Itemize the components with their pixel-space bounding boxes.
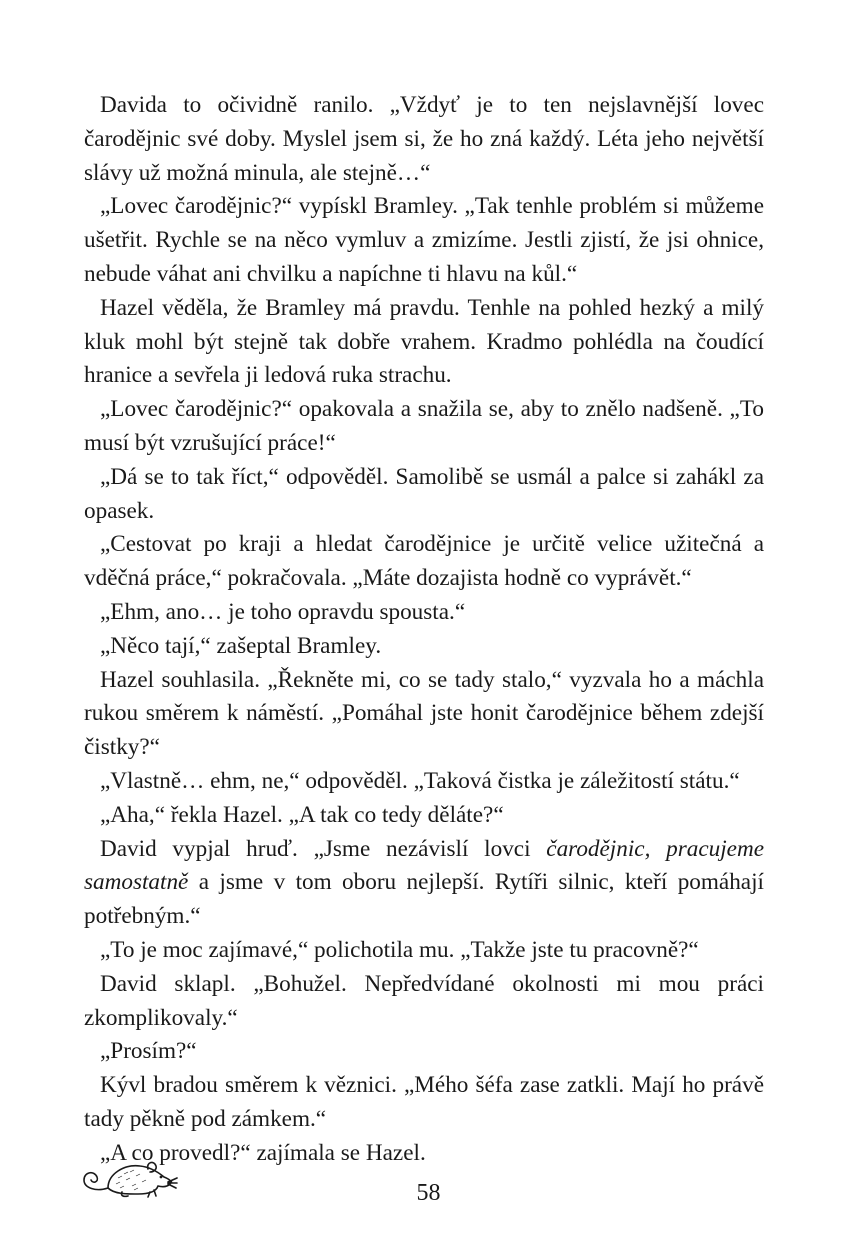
paragraph: Hazel souhlasila. „Řekněte mi, co se tady stalo,“ vyzvala ho a máchla rukou směrem k náměstí. „Pomáhal jste honit čarodějnice během zdejší čistky?“ [84,666,764,761]
paragraph: „Prosím?“ [100,1038,197,1065]
paragraph: „Vlastně… ehm, ne,“ odpověděl. „Taková čistka je záležitostí státu.“ [100,767,740,794]
paragraph: „Aha,“ řekla Hazel. „A tak co tedy děláte?“ [100,801,504,828]
paragraph: „Lovec čarodějnic?“ opakovala a snažila se, aby to znělo nadšeně. „To musí být vzrušující práce!“ [84,396,764,456]
paragraph: „Lovec čarodějnic?“ vypískl Bramley. „Tak tenhle problém si můžeme ušetřit. Rychle se na něco vymluv a zmizíme. Jestli zjistí, že jsi ohnice, nebude váhat ani chvilku a napíchne ti hlavu na kůl.“ [84,193,764,287]
paragraph: Hazel věděla, že Bramley má pravdu. Tenhle na pohled hezký a milý kluk mohl být stejně tak dobře vrahem. Kradmo pohlédla na čoudící hranice a sevřela ji ledová ruka strachu. [84,294,764,389]
italic-text: čarodějnic, pracujeme samostatně [84,835,764,896]
paragraph: „A co provedl?“ zajímala se Hazel. [100,1139,426,1166]
body-text [84,89,764,1171]
paragraph: Davida to očividně ranilo. „Vždyť je to ten nejslavnější lovec čarodějnic své doby. Myslel jsem si, že ho zná každý. Léta jeho největší slávy už možná minula, ale stejně…“ [84,92,764,186]
paragraph: „Ehm, ano… je toho opravdu spousta.“ [100,598,466,625]
paragraph: „Něco tají,“ zašeptal Bramley. [100,632,382,659]
paragraph: Kývl bradou směrem k věznici. „Mého šéfa zase zatkli. Mají ho právě tady pěkně pod zámkem.“ [84,1072,764,1132]
paragraph: „Cestovat po kraji a hledat čarodějnice je určitě velice užitečná a vděčná práce,“ pokračovala. „Máte dozajista hodně co vyprávět.“ [84,531,764,592]
paragraph: David sklapl. „Bohužel. Nepředvídané okolnosti mi mou práci zkomplikovaly.“ [84,970,764,1031]
paragraph: „To je moc zajímavé,“ polichotila mu. „Takže jste tu pracovně?“ [100,936,699,963]
paragraph-text: David vypjal hruď. „Jsme nezávislí lovci [100,835,547,862]
paragraph: „Dá se to tak říct,“ odpověděl. Samolibě se usmál a palce si zahákl za opasek. [84,463,764,524]
page-number: 58 [416,1180,441,1206]
paragraph-text: a jsme v tom oboru nejlepší. Rytíři silnic, kteří pomáhají potřebným.“ [84,869,764,930]
paragraph [84,833,764,934]
